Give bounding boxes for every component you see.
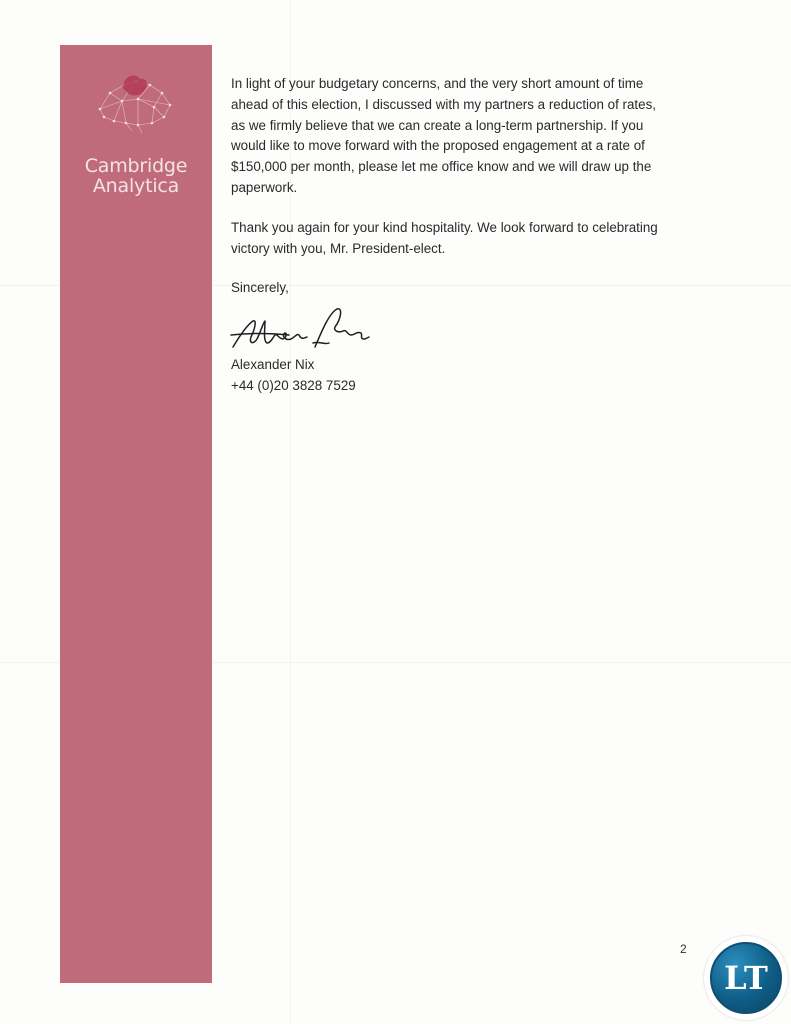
brand-sidebar [60,45,212,983]
lt-watermark-label: LT [710,942,782,1014]
brand-name [60,156,212,196]
letter-paragraph: In light of your budgetary concerns, and the very short amount of time ahead of this election, I discussed with my partners a reduction of rates, as we firmly believe that we can create a long-term partnership. If you would like to move forward with the proposed engagement at a rate of $150,000 per month, please let me office know and we will draw up the paperwork. [231,76,657,195]
brand-name-line1: Cambridge [84,155,188,177]
lt-watermark-badge [704,936,788,1020]
brain-network-icon [92,71,176,135]
page-number: 2 [680,942,687,956]
brand-name-line2: Analytica [92,175,180,197]
letter-body [231,74,701,397]
signer-phone: +44 (0)20 3828 7529 [231,377,356,393]
signer-name: Alexander Nix [231,357,315,373]
signature-image [229,303,379,353]
letter-closing: Sincerely, [231,280,289,296]
letter-paragraph: Thank you again for your kind hospitality. We look forward to celebrating victory with you, Mr. President-elect. [231,219,658,256]
